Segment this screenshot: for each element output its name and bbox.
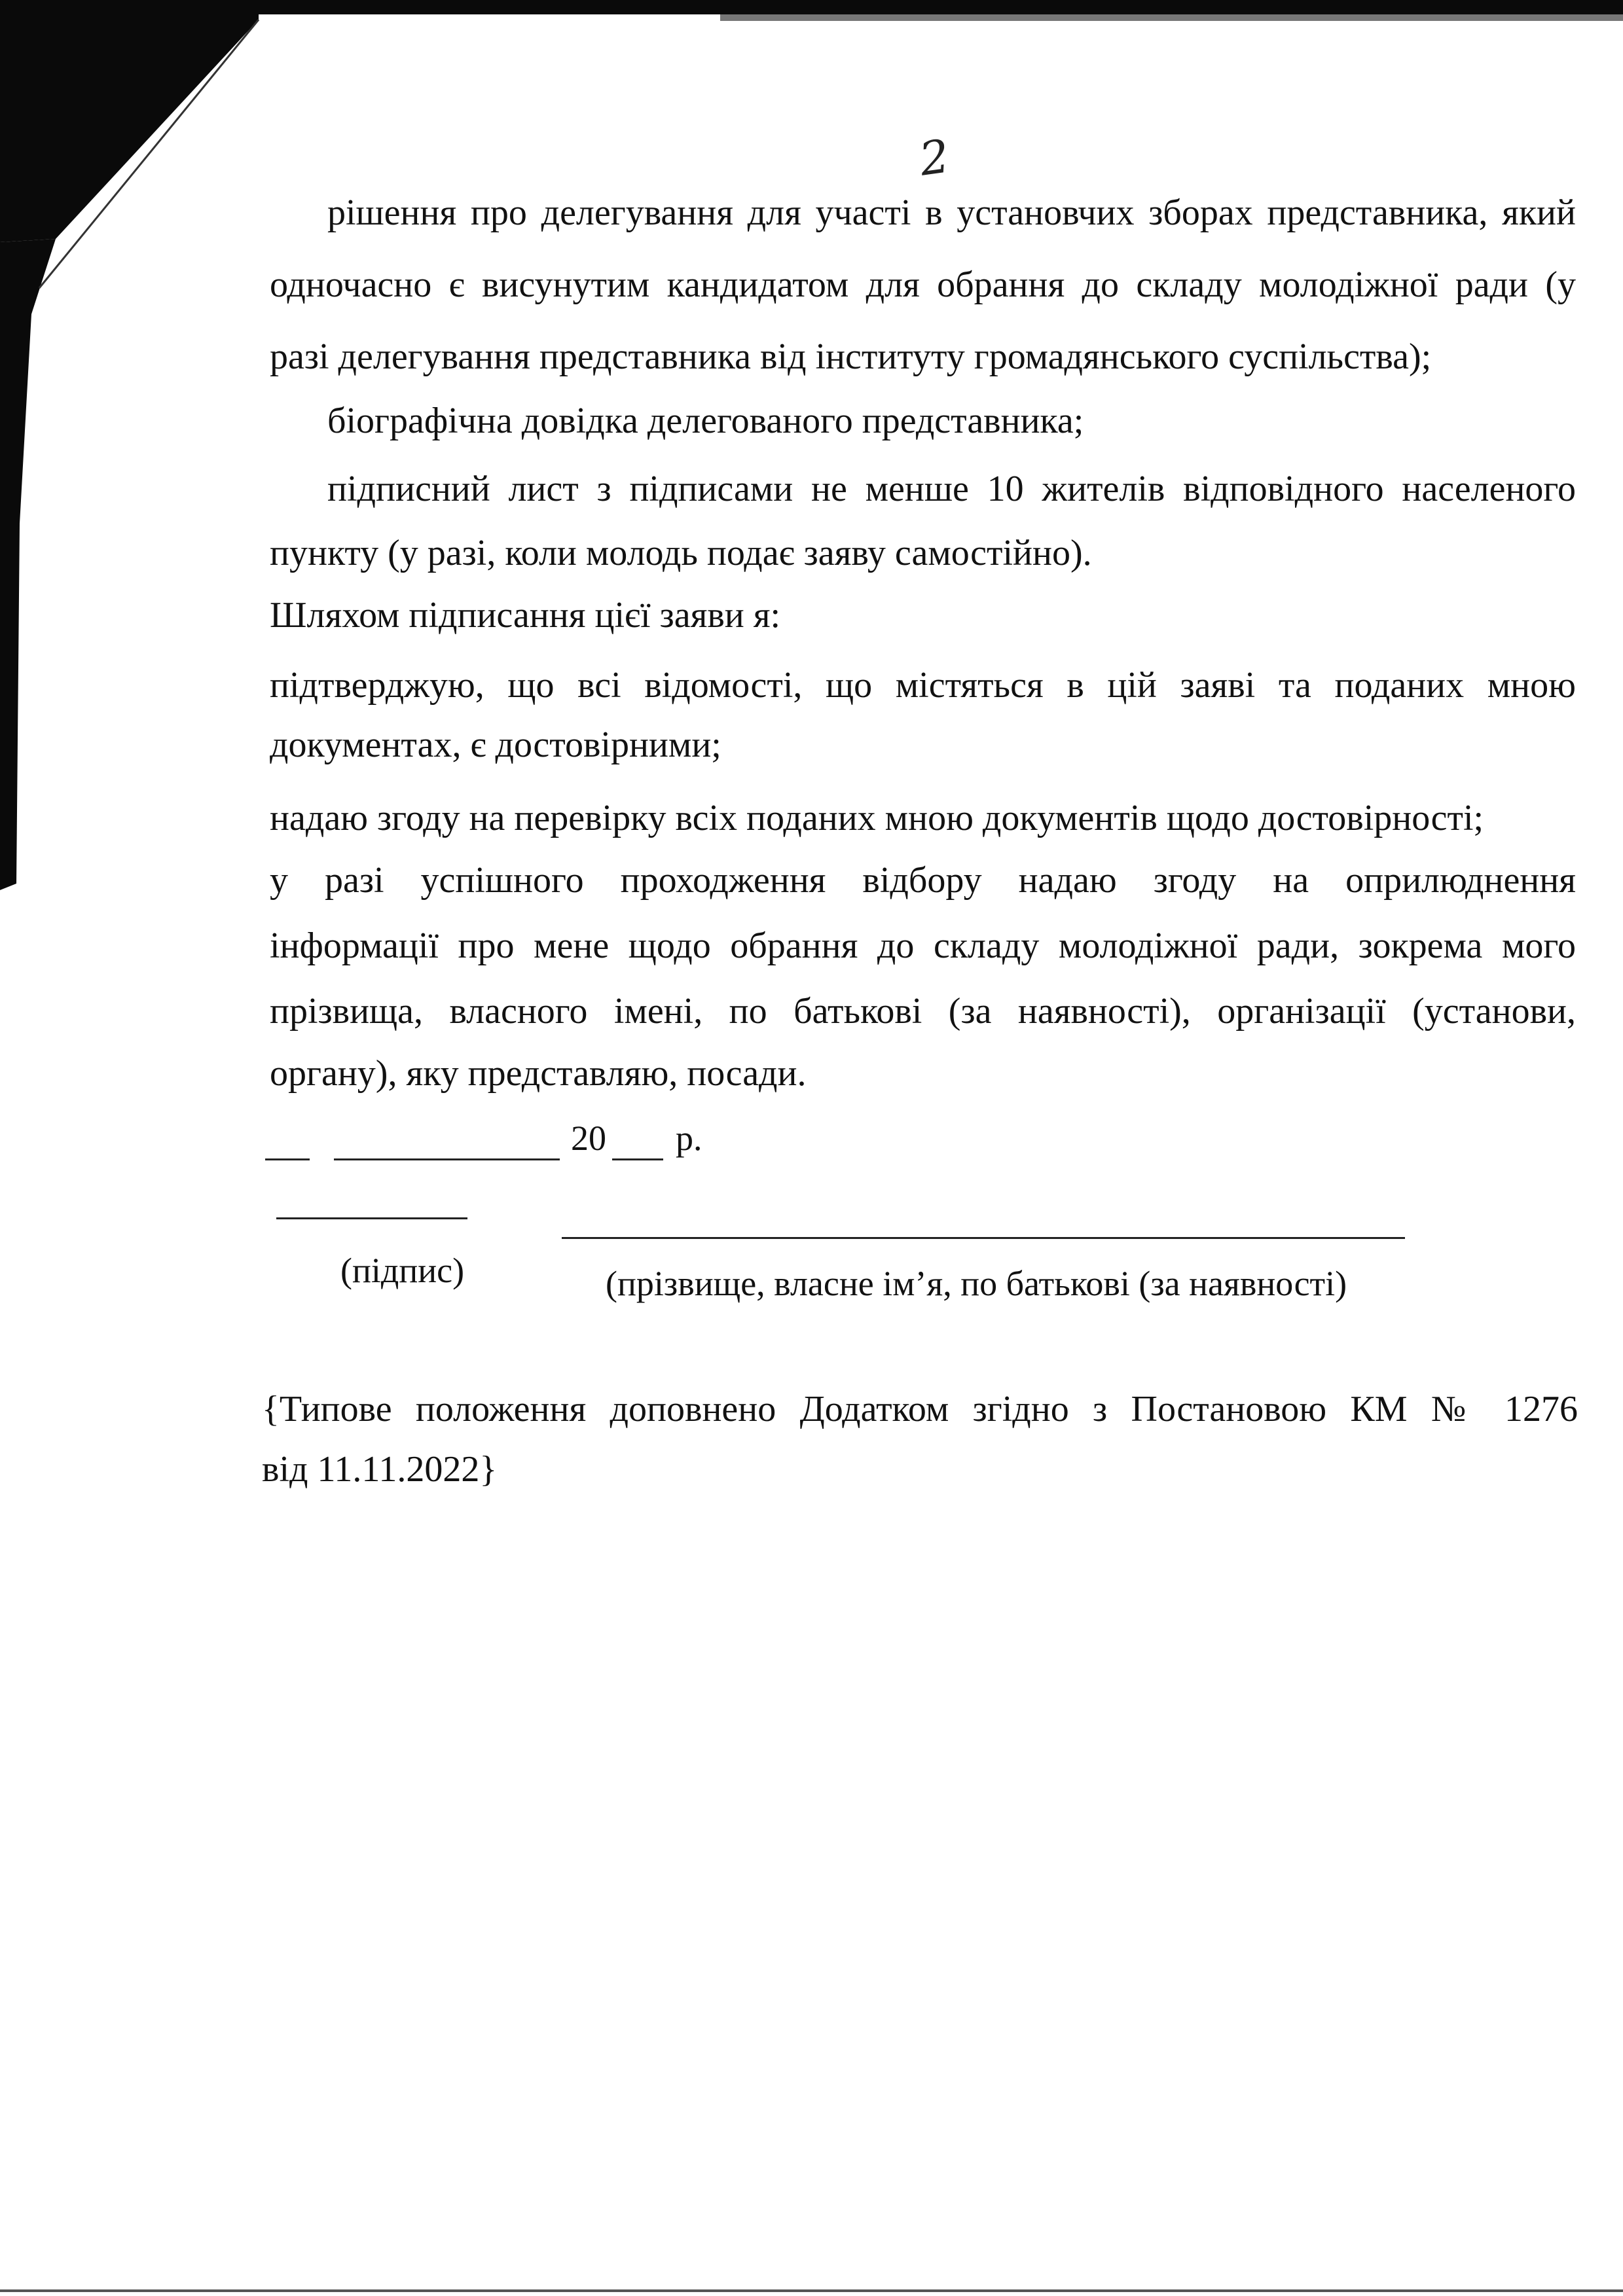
scan-fold-line xyxy=(39,20,259,288)
date-year-suffix: р. xyxy=(676,1119,702,1158)
paragraph-line-12: інформації про мене щодо обрання до складу молодіжної ради, зокрема мого xyxy=(270,925,1576,966)
date-month-blank xyxy=(334,1158,560,1160)
paragraph-line-2: одночасно є висунутим кандидатом для обрання до складу молодіжної ради (у xyxy=(270,264,1576,305)
paragraph-line-7: Шляхом підписання цієї заяви я: xyxy=(270,595,781,636)
paragraph-line-8: підтверджую, що всі відомості, що містяться в цій заяві та поданих мною xyxy=(270,665,1576,706)
full-name-label: (прізвище, власне ім’я, по батькові (за наявності) xyxy=(606,1264,1347,1303)
paragraph-line-5: підписний лист з підписами не менше 10 жителів відповідного населеного xyxy=(327,469,1576,509)
paragraph-line-6: пункту (у разі, коли молодь подає заяву самостійно). xyxy=(270,533,1092,573)
paragraph-line-9: документах, є достовірними; xyxy=(270,725,721,765)
date-year-blank xyxy=(612,1158,663,1160)
date-day-blank xyxy=(265,1158,310,1160)
scan-top-edge-gray xyxy=(720,14,1623,21)
signature-line xyxy=(276,1217,467,1219)
full-name-line xyxy=(562,1237,1405,1239)
scan-dark-corner xyxy=(0,0,259,242)
scan-dark-left-edge xyxy=(0,239,56,890)
paragraph-line-14: органу), яку представляю, посади. xyxy=(270,1053,807,1094)
date-year-prefix: 20 xyxy=(571,1119,606,1158)
handwritten-page-number: 2 xyxy=(916,129,953,187)
paragraph-line-13: прізвища, власного імені, по батькові (за наявності), організації (установи, xyxy=(270,991,1576,1031)
signature-label: (підпис) xyxy=(340,1251,465,1290)
scan-top-edge xyxy=(249,0,1623,14)
paragraph-line-10: надаю згоду на перевірку всіх поданих мною документів щодо достовірності; xyxy=(270,798,1484,838)
paragraph-line-1: рішення про делегування для участі в установчих зборах представника, який xyxy=(327,192,1576,233)
paragraph-line-11: у разі успішного проходження відбору надаю згоду на оприлюднення xyxy=(270,860,1576,901)
amendment-note-line-1: {Типове положення доповнено Додатком згідно з Постановою КМ № 1276 xyxy=(262,1389,1578,1429)
amendment-note-line-2: від 11.11.2022} xyxy=(262,1449,498,1490)
paragraph-line-3: разі делегування представника від інституту громадянського суспільства); xyxy=(270,336,1432,377)
paragraph-line-4: біографічна довідка делегованого представника; xyxy=(327,401,1084,441)
